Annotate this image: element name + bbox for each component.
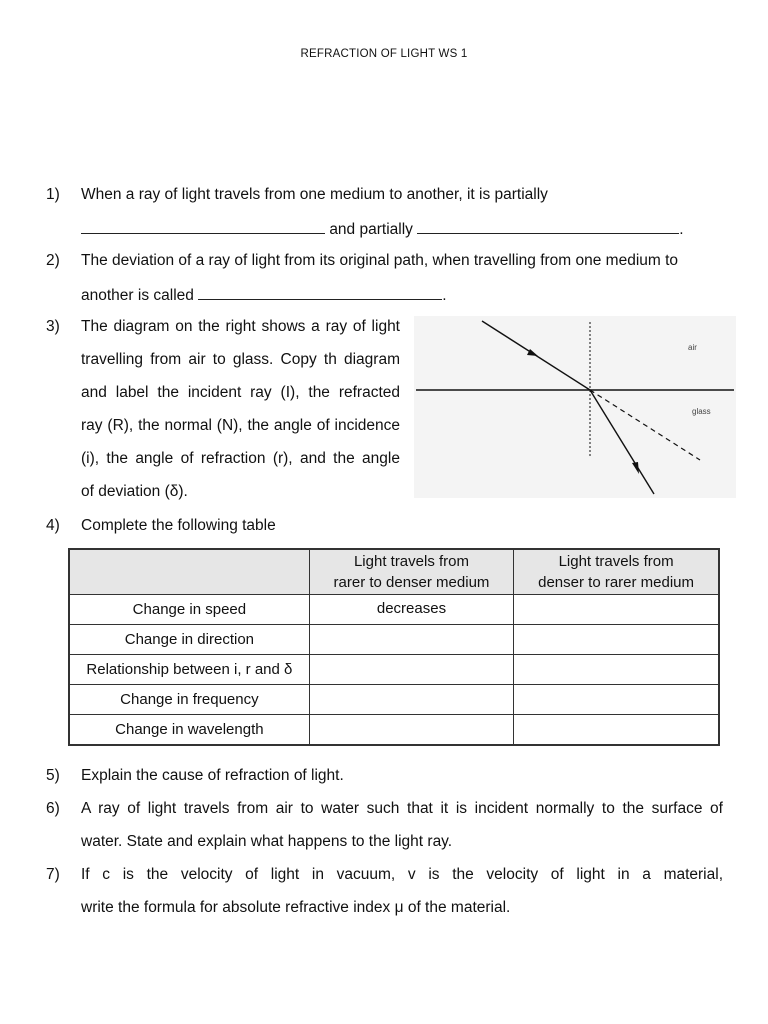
question-2-line-2	[81, 285, 447, 305]
answer-blank[interactable]	[81, 219, 325, 234]
answer-cell[interactable]	[309, 625, 513, 655]
question-3-line: travelling from air to glass. Copy th diagram	[81, 351, 400, 368]
table-header-row	[69, 549, 719, 595]
table-row	[69, 595, 719, 625]
table-header-cell	[309, 549, 513, 595]
table-row	[69, 655, 719, 685]
header-line: denser to rarer medium	[538, 574, 695, 591]
question-1-mid-text: and partially	[329, 221, 413, 238]
question-6-line-2: water. State and explain what happens to the light ray.	[81, 833, 453, 850]
question-3-line: ray (R), the normal (N), the angle of incidence	[81, 417, 400, 434]
table-header-cell	[514, 549, 719, 595]
row-label: Change in speed	[69, 595, 309, 625]
question-2-text: another is called	[81, 287, 194, 304]
answer-cell[interactable]	[514, 685, 719, 715]
question-5-number: 5)	[46, 767, 60, 784]
question-3-line: of deviation (δ).	[81, 483, 188, 500]
question-7-number: 7)	[46, 866, 60, 883]
table-row	[69, 715, 719, 746]
header-line: Light travels from	[353, 553, 469, 570]
question-1-line-2	[81, 219, 684, 239]
question-4-text: Complete the following table	[81, 517, 276, 534]
question-7-line-2: write the formula for absolute refractive index μ of the material.	[81, 899, 511, 916]
refraction-diagram	[414, 316, 736, 498]
question-4-number: 4)	[46, 517, 60, 534]
question-6-line-1: A ray of light travels from air to water such that it is incident normally to the surface of	[81, 800, 723, 817]
question-1-end: .	[679, 221, 684, 238]
answer-cell[interactable]	[514, 655, 719, 685]
question-3-line: The diagram on the right shows a ray of light	[81, 318, 400, 335]
worksheet-title: REFRACTION OF LIGHT WS 1	[300, 48, 468, 60]
table-row	[69, 685, 719, 715]
question-2-number: 2)	[46, 252, 60, 269]
answer-blank[interactable]	[417, 219, 679, 234]
answer-blank[interactable]	[198, 285, 442, 300]
question-2-end: .	[442, 287, 447, 304]
question-5-text: Explain the cause of refraction of light.	[81, 767, 344, 784]
answer-cell[interactable]	[309, 685, 513, 715]
answer-cell[interactable]: decreases	[309, 595, 513, 625]
header-line: Light travels from	[558, 553, 674, 570]
question-3-number: 3)	[46, 318, 60, 335]
comparison-table	[68, 548, 720, 746]
row-label: Change in frequency	[69, 685, 309, 715]
air-label: air	[688, 343, 697, 352]
answer-cell[interactable]	[309, 715, 513, 746]
question-1-number: 1)	[46, 186, 60, 203]
question-3-line: and label the incident ray (I), the refracted	[81, 384, 400, 401]
row-label: Change in direction	[69, 625, 309, 655]
row-label: Change in wavelength	[69, 715, 309, 746]
question-2-line-1: The deviation of a ray of light from its original path, when travelling from one medium to	[81, 252, 679, 269]
question-7-line-1: If c is the velocity of light in vacuum, v is the velocity of light in a material,	[81, 866, 723, 883]
glass-label: glass	[692, 407, 711, 416]
header-line: rarer to denser medium	[333, 574, 490, 591]
table-row	[69, 625, 719, 655]
question-3-line: (i), the angle of refraction (r), and the angle	[81, 450, 400, 467]
answer-cell[interactable]	[514, 625, 719, 655]
answer-cell[interactable]	[514, 715, 719, 746]
question-1-line-1: When a ray of light travels from one medium to another, it is partially	[81, 186, 548, 203]
answer-cell[interactable]	[514, 595, 719, 625]
row-label: Relationship between i, r and δ	[69, 655, 309, 685]
question-6-number: 6)	[46, 800, 60, 817]
table-header-cell	[69, 549, 309, 595]
answer-cell[interactable]	[309, 655, 513, 685]
